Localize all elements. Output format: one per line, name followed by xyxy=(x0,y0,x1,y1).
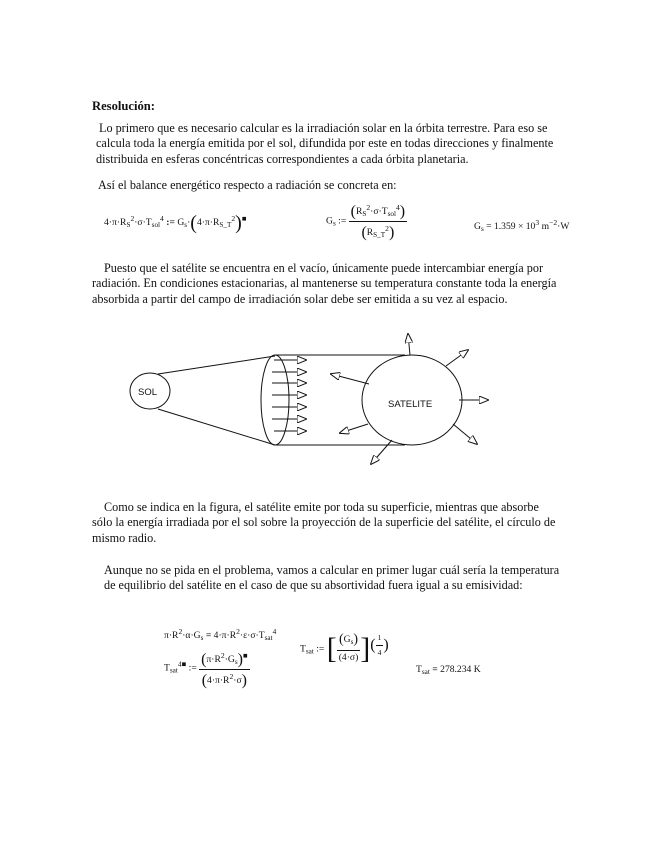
paragraph-figure-explanation: Como se indica en la figura, el satélite emite por toda su superficie, mientras que absorbe sólo la energía irradiada por el sol sobre la proyección de la superficie del satélite, el círculo de mismo radio. xyxy=(92,500,556,545)
equation-temperature-result: $T_{sat} = 278.234$ K xyxy=(416,664,481,676)
paragraph-equilibrium-intro: Aunque no se pida en el problema, vamos a calcular en primer lugar cuál sería la temperatura de equilibrio del satélite en el caso de que su absortividad fuera igual a su emisividad: xyxy=(104,563,560,593)
equation-irradiance-result: $G_s = 1.359 \times 10^3$ $m^{-2}\cdot W$ xyxy=(474,218,570,233)
equation-temperature-fourth: $T_{sat}^{4■}$ := $\frac{(\pi\cdot R^2\cdot G_s)^■}{(4\cdot\pi\cdot R^2\cdot\sigma)}$ xyxy=(164,650,248,689)
sun-label: SOL xyxy=(138,387,158,398)
ray-bottom xyxy=(158,409,275,445)
equation-temperature-root: $T_{sat}$ := [ $\frac{(G_s)}{(4\cdot\sigma)}$ ]$^{( \frac{1}{4} )}$ xyxy=(300,632,389,666)
temperature-value: 278.234 K xyxy=(440,664,481,675)
paragraph-irradiation: Lo primero que es necesario calcular es la irradiación solar en la órbita terrestre. Para eso se calcula toda la energía emitida por el sol, difundida por este en todas direcciones y finalmente distribuida en esferas concéntricas correspondientes a cada órbita planetaria. xyxy=(96,121,554,166)
equation-energy-balance: $4\cdot\pi\cdot R_S^2\cdot\sigma\cdot T_{sol}^4$ := $G_s\cdot(4\cdot\pi\cdot R_{S\_T}^2)^■$ xyxy=(104,211,247,234)
section-heading: Resolución: xyxy=(92,99,155,113)
irradiance-value: 1.359 × 10 xyxy=(493,221,536,232)
incoming-arrows xyxy=(272,360,306,431)
paragraph-vacuum: Puesto que el satélite se encuentra en el vacío, únicamente puede intercambiar energía por radiación. En condiciones estacionarias, al mantenerse su temperatura constante toda la energía absorbida a partir del campo de irradiación solar debe ser emitida a su vez al espacio. xyxy=(92,261,557,306)
equation-absorbed-emitted: $\pi\cdot R^2\cdot\alpha\cdot G_s = 4\cdot\pi\cdot R^2\cdot\varepsilon\cdot\sigma\cdot T_{sat}^4$ xyxy=(164,627,277,642)
paragraph-balance-intro: Así el balance energético respecto a radiación se concreta en: xyxy=(98,178,397,192)
satellite-label: SATELITE xyxy=(388,399,433,410)
ray-top xyxy=(158,356,275,374)
equation-irradiance-definition: $G_s$ := $\frac{(R_S^2\cdot\sigma\cdot T_{sol}^4)}{(R_{S\_T}^2)}$ xyxy=(326,202,406,241)
